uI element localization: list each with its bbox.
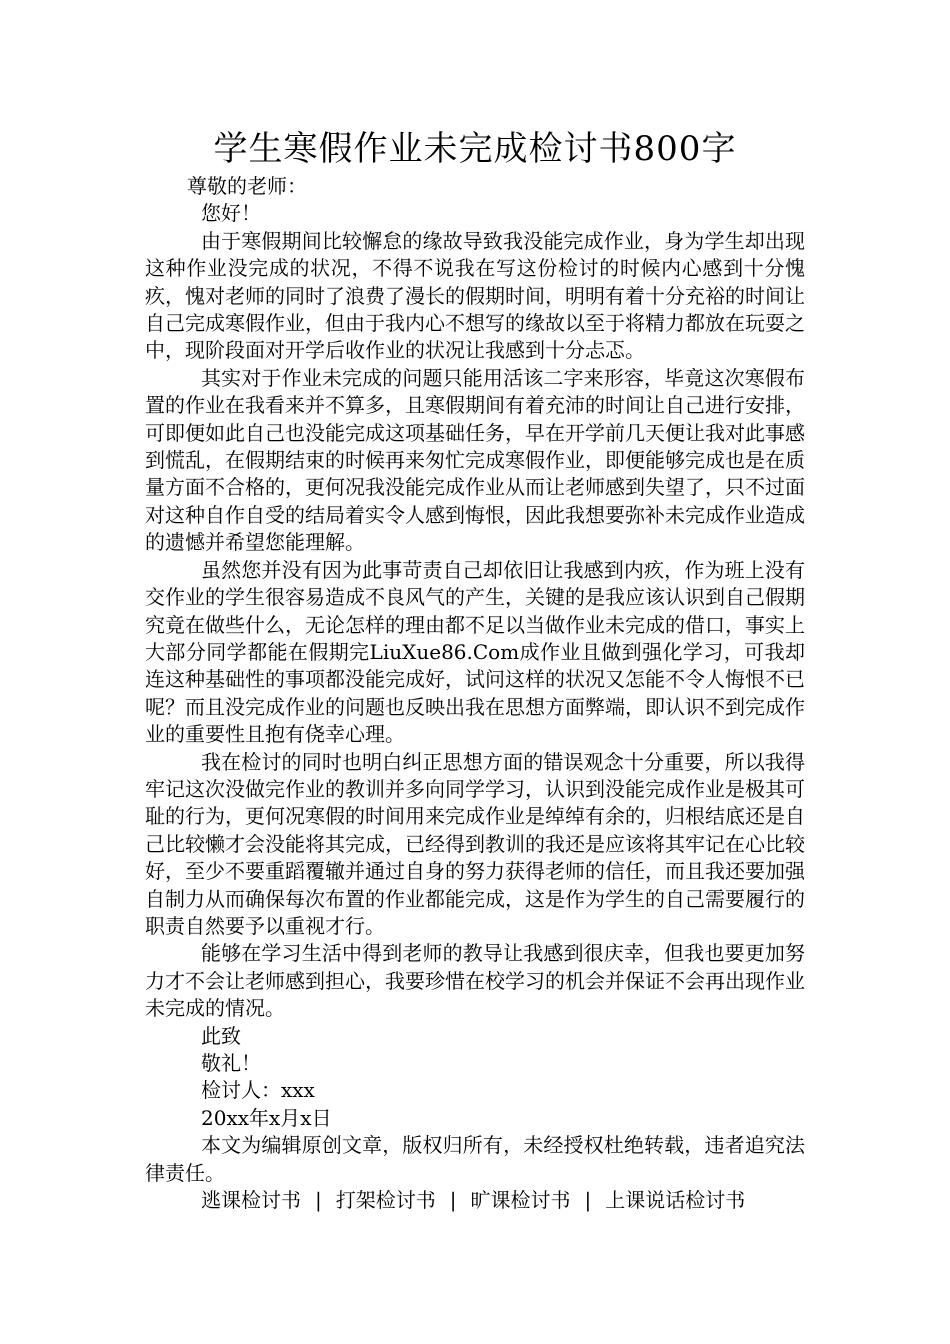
signer: 检讨人：xxx [201, 1078, 315, 1103]
closing-line: 此致 [201, 1023, 241, 1048]
greeting: 您好！ [201, 201, 261, 226]
related-link-talking-in-class[interactable]: 上课说话检讨书 [605, 1188, 746, 1213]
paragraph: 由于寒假期间比较懈怠的缘故导致我没能完成作业，身为学生却出现这种作业没完成的状况，不得不说我在写这份检讨的时候内心感到十分愧疚，愧对老师的同时了浪费了漫长的假期时间，明明有着十分充裕的时间让自己完成寒假作业，但由于我内心不想写的缘故以至于将精力都放在玩耍之中，现阶段面对开学后收作业的状况让我感到十分忐忑。 [145, 228, 805, 363]
document-title: 学生寒假作业未完成检讨书800字 [213, 129, 737, 169]
link-separator: | [449, 1188, 457, 1213]
paragraph: 我在检讨的同时也明白纠正思想方面的错误观念十分重要，所以我得牢记这次没做完作业的教训并多向同学学习，认识到没能完成作业是极其可耻的行为，更何况寒假的时间用来完成作业是绰绰有余的，归根结底还是自己比较懒才会没能将其完成，已经得到教训的我还是应该将其牢记在心比较好，至少不要重蹈覆辙并通过自身的努力获得老师的信任，而且我还要加强自制力从而确保每次布置的作业都能完成，这是作为学生的自己需要履行的职责自然要予以重视才行。 [145, 749, 805, 938]
paragraph: 能够在学习生活中得到老师的教导让我感到很庆幸，但我也要更加努力才不会让老师感到担心，我要珍惜在校学习的机会并保证不会再出现作业未完成的情况。 [145, 941, 805, 1021]
related-link-fighting[interactable]: 打架检讨书 [335, 1188, 436, 1213]
salutation: 尊敬的老师： [187, 174, 307, 198]
copyright-notice: 本文为编辑原创文章，版权归所有，未经授权杜绝转载，违者追究法律责任。 [145, 1133, 805, 1185]
link-separator: | [584, 1188, 592, 1213]
paragraph: 虽然您并没有因为此事苛责自己却依旧让我感到内疚，作为班上没有交作业的学生很容易造成不良风气的产生，关键的是我应该认识到自己假期究竟在做些什么，无论怎样的理由都不足以当做作业未完成的借口，事实上大部分同学都能在假期完LiuXue86.Com成作业且做到强化学习，可我却连这种基础性的事项都没能完成好，试问这样的状况又怎能不令人悔恨不已呢？而且没完成作业的问题也反映出我在思想方面弊端，即认识不到完成作业的重要性且抱有侥幸心理。 [145, 557, 805, 747]
paragraph: 其实对于作业未完成的问题只能用活该二字来形容，毕竟这次寒假布置的作业在我看来并不算多，且寒假期间有着充沛的时间让自己进行安排，可即便如此自己也没能完成这项基础任务，早在开学前几天便让我对此事感到慌乱，在假期结束的时候再来匆忙完成寒假作业，即便能够完成也是在质量方面不合格的，更何况我没能完成作业从而让老师感到失望了，只不过面对这种自作自受的结局着实令人感到悔恨，因此我想要弥补未完成作业造成的遗憾并希望您能理解。 [145, 365, 805, 555]
related-link-absence[interactable]: 旷课检讨书 [470, 1188, 571, 1213]
related-link-truancy[interactable]: 逃课检讨书 [201, 1188, 301, 1213]
date: 20xx年x月x日 [201, 1105, 332, 1130]
link-separator: | [315, 1188, 322, 1213]
document-body [145, 173, 805, 1214]
closing-salute: 敬礼！ [201, 1051, 261, 1075]
related-links [145, 1187, 805, 1214]
